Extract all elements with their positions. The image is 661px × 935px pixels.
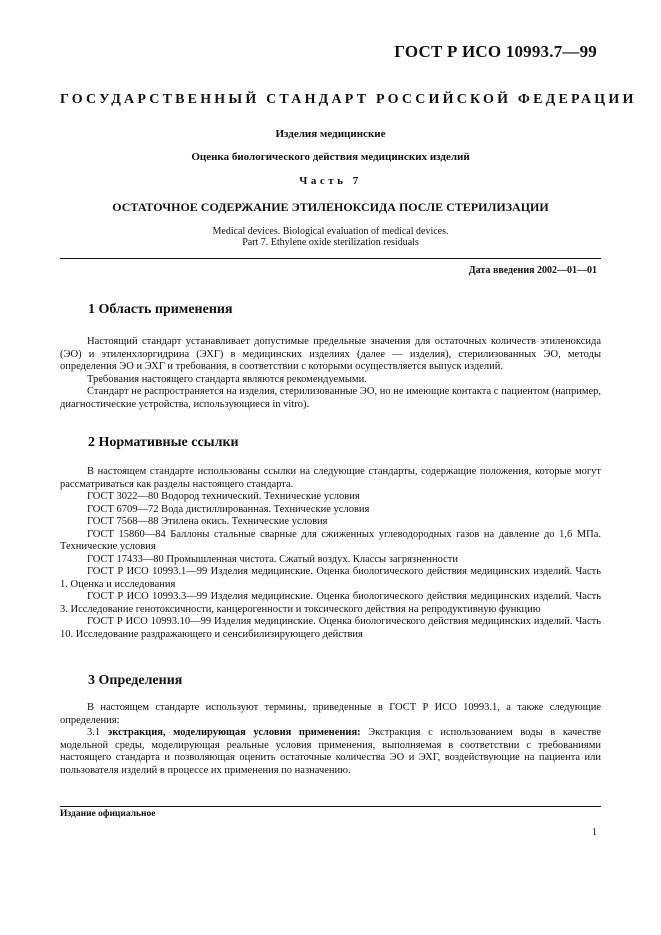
- page-number: 1: [592, 827, 597, 838]
- reference-item: ГОСТ 17433—80 Промышленная чистота. Сжатый воздух. Классы загрязненности: [87, 553, 458, 565]
- english-title: [60, 226, 601, 248]
- reference-item: ГОСТ 3022—80 Водород технический. Технические условия: [87, 491, 360, 502]
- subject-title: Изделия медицинские: [275, 128, 386, 140]
- section-3-heading: 3 Определения: [88, 673, 183, 688]
- section-2-body: [60, 466, 601, 641]
- section-2-heading: 2 Нормативные ссылки: [88, 435, 239, 450]
- english-title-line-2: Part 7. Ethylene oxide sterilization residuals: [242, 237, 419, 248]
- definition: [60, 727, 601, 777]
- part-title: ОСТАТОЧНОЕ СОДЕРЖАНИЕ ЭТИЛЕНОКСИДА ПОСЛЕ СТЕРИЛИЗАЦИИ: [112, 200, 549, 214]
- introduction-date: Дата введения 2002—01—01: [468, 265, 597, 276]
- document-code: ГОСТ Р ИСО 10993.7—99: [394, 42, 597, 61]
- reference-item: ГОСТ 6709—72 Вода дистиллированная. Технические условия: [87, 503, 370, 515]
- official-edition-label: Издание официальное: [60, 809, 156, 819]
- paragraph: В настоящем стандарте использованы ссылки на следующие стандарты, содержащие положения, которые могут рассматриваться как разделы настоящего стандарта.: [60, 466, 601, 490]
- title-divider: [60, 258, 601, 259]
- section-3-body: [60, 702, 601, 777]
- reference-item: ГОСТ 15860—84 Баллоны стальные сварные для сжиженных углеводородных газов на давление до 1,6 МПа. Технические условия: [60, 528, 601, 552]
- paragraph: В настоящем стандарте используют термины, приведенные в ГОСТ Р ИСО 10993.1, а также следующие определения:: [60, 702, 601, 726]
- definition-text: Экстракция с использованием воды в качестве модельной среды, моделирующая реальные условия применения, выполняемая в соответствии с требованиями настоящего стандарта и позволяющая оценить остаточные количества ЭО и ЭХГ, воздействующие на пациента или пользователя изделий в процессе их применения по назначению.: [60, 727, 602, 776]
- definition-term: экстракция, моделирующая условия применения:: [107, 727, 361, 738]
- reference-item: ГОСТ Р ИСО 10993.10—99 Изделия медицинские. Оценка биологического действия медицинских изделий. Часть 10. Исследование раздражающего и сенсибилизирующего действия: [60, 616, 601, 640]
- reference-item: ГОСТ Р ИСО 10993.1—99 Изделия медицинские. Оценка биологического действия медицинских изделий. Часть 1. Оценка и исследования: [60, 566, 601, 590]
- paragraph: Настоящий стандарт устанавливает допустимые предельные значения для остаточных количеств этиленоксида (ЭО) и этиленхлоргидрина (ЭХГ) в медицинских изделиях (далее — изделия), стерилизованных ЭО, методы определения ЭО и ЭХГ и требования, в соответствии с которыми осуществляется выпуск изделий.: [60, 336, 601, 372]
- reference-item: ГОСТ 7568—88 Этилена окись. Технические условия: [87, 516, 328, 527]
- footer-divider: [60, 806, 601, 807]
- paragraph: Требования настоящего стандарта являются рекомендуемыми.: [87, 373, 367, 385]
- subtitle: Оценка биологического действия медицинских изделий: [191, 151, 470, 163]
- part-label: Часть 7: [299, 175, 362, 187]
- section-1-heading: 1 Область применения: [88, 302, 233, 317]
- definition-number: 3.1: [87, 727, 101, 738]
- english-title-line-1: Medical devices. Biological evaluation of medical devices.: [212, 226, 449, 237]
- reference-item: ГОСТ Р ИСО 10993.3—99 Изделия медицинские. Оценка биологического действия медицинских изделий. Часть 3. Исследование генотоксичности, канцерогенности и токсического действия на репродуктивную функцию: [60, 591, 601, 615]
- section-1-body: [60, 336, 601, 411]
- state-standard-title: ГОСУДАРСТВЕННЫЙ СТАНДАРТ РОССИЙСКОЙ ФЕДЕРАЦИИ: [60, 92, 637, 107]
- paragraph: Стандарт не распространяется на изделия, стерилизованные ЭО, но не имеющие контакта с пациентом (например, диагностические устройства, использующиеся in vitro).: [60, 386, 601, 410]
